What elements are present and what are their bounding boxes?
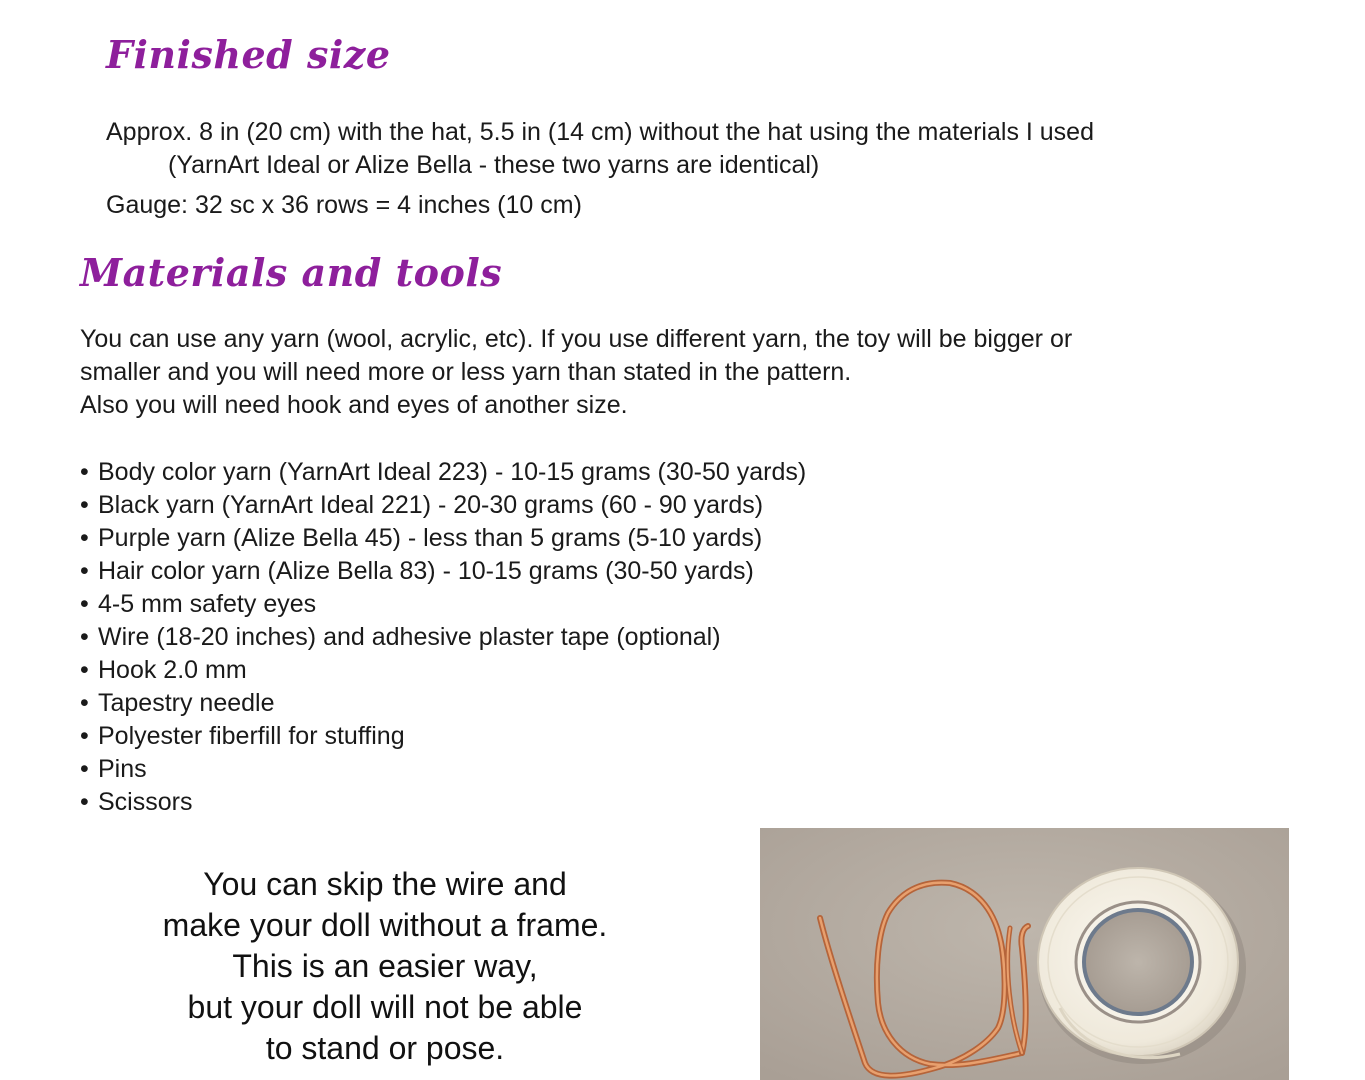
list-item: • Scissors bbox=[80, 786, 806, 819]
intro-line: smaller and you will need more or less yarn than stated in the pattern. bbox=[80, 358, 852, 386]
photo-illustration bbox=[760, 828, 1289, 1080]
gauge-text: Gauge: 32 sc x 36 rows = 4 inches (10 cm) bbox=[106, 191, 582, 219]
list-item: • Purple yarn (Alize Bella 45) - less than 5 grams (5-10 yards) bbox=[80, 522, 806, 555]
finished-size-heading: Finished size bbox=[106, 32, 391, 77]
wire-and-tape-photo bbox=[760, 828, 1289, 1080]
note-line: You can skip the wire and bbox=[203, 866, 567, 902]
list-item: • Tapestry needle bbox=[80, 687, 806, 720]
previous-text-cutoff bbox=[80, 0, 980, 4]
note-line: but your doll will not be able bbox=[187, 989, 583, 1025]
size-description: Approx. 8 in (20 cm) with the hat, 5.5 in (14 cm) without the hat using the materials I used bbox=[106, 118, 1094, 146]
list-item: • Hair color yarn (Alize Bella 83) - 10-15 grams (30-50 yards) bbox=[80, 555, 806, 588]
note-line: to stand or pose. bbox=[265, 1030, 505, 1066]
list-item: • Polyester fiberfill for stuffing bbox=[80, 720, 806, 753]
list-item: • Hook 2.0 mm bbox=[80, 654, 806, 687]
list-item: • Pins bbox=[80, 753, 806, 786]
intro-line: Also you will need hook and eyes of another size. bbox=[80, 391, 628, 419]
materials-intro bbox=[80, 323, 1230, 422]
note-line: make your doll without a frame. bbox=[162, 907, 608, 943]
list-item: • Body color yarn (YarnArt Ideal 223) - 10-15 grams (30-50 yards) bbox=[80, 456, 806, 489]
materials-list bbox=[80, 456, 806, 819]
size-description-continued: (YarnArt Ideal or Alize Bella - these two yarns are identical) bbox=[168, 151, 820, 179]
intro-line: You can use any yarn (wool, acrylic, etc). If you use different yarn, the toy will be bigger or bbox=[80, 325, 1073, 353]
list-item: • Black yarn (YarnArt Ideal 221) - 20-30 grams (60 - 90 yards) bbox=[80, 489, 806, 522]
note-line: This is an easier way, bbox=[232, 948, 538, 984]
materials-heading: Materials and tools bbox=[80, 250, 503, 295]
list-item: • 4-5 mm safety eyes bbox=[80, 588, 806, 621]
wire-note bbox=[120, 864, 650, 1069]
list-item: • Wire (18-20 inches) and adhesive plaster tape (optional) bbox=[80, 621, 806, 654]
